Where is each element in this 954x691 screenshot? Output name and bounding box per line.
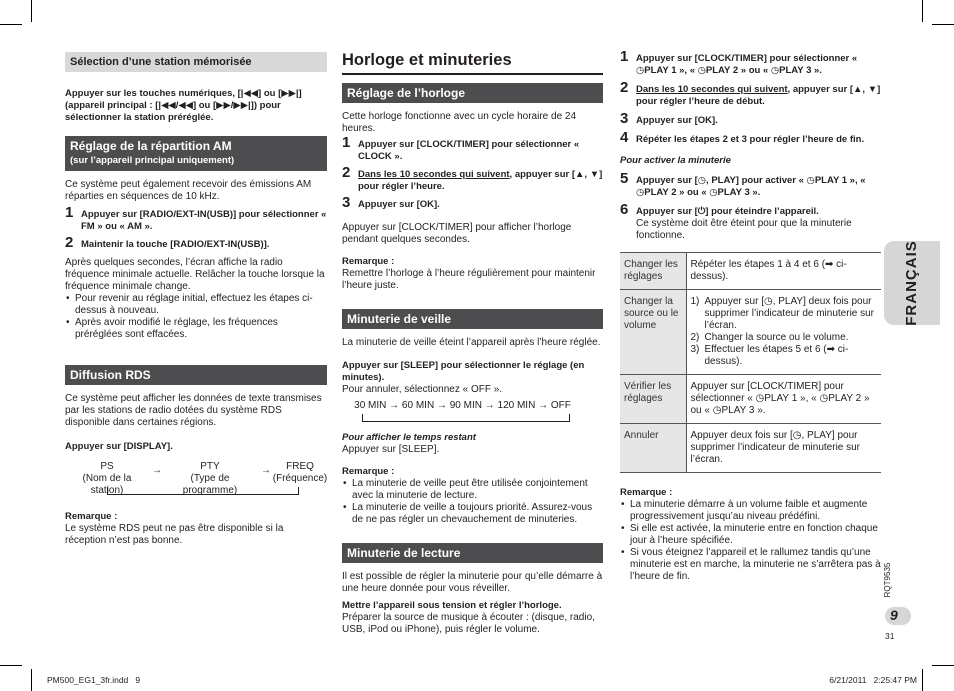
table-row bbox=[620, 424, 881, 473]
crop-mark bbox=[922, 0, 923, 22]
section-title-am: Réglage de la répartition AM bbox=[70, 139, 232, 153]
sleep-remaining-text: Appuyer sur [SLEEP]. bbox=[342, 444, 440, 455]
clock-note-text: Remettre l’horloge à l’heure régulièrement pour maintenir l’heure juste. bbox=[342, 268, 596, 291]
step-number: 1 bbox=[65, 204, 74, 221]
section-title-play: Minuterie de lecture bbox=[342, 543, 603, 563]
page-number-badge bbox=[885, 607, 911, 625]
page-number-small: 31 bbox=[885, 631, 895, 641]
section-title-rds: Diffusion RDS bbox=[65, 365, 327, 385]
step-number: 1 bbox=[342, 134, 351, 151]
play-step-2: 2 Dans les 10 secondes qui suivent, appuyer sur [▲, ▼] pour régler l’heure de début. bbox=[620, 79, 881, 107]
step-number: 3 bbox=[620, 110, 629, 127]
arrow-icon: → bbox=[152, 465, 162, 476]
list-item: • La minuterie de veille a toujours priorité. Assurez-vous de ne pas régler un chevauchement de minuteries. bbox=[342, 502, 603, 526]
table-row bbox=[620, 253, 881, 290]
sleep-sequence-text: 30 MIN → 60 MIN → 90 MIN → 120 MIN → OFF bbox=[354, 400, 571, 411]
crop-mark bbox=[0, 24, 22, 25]
numbered-list bbox=[691, 296, 878, 368]
table-key: Vérifier les réglages bbox=[620, 375, 686, 424]
clock-intro: Cette horloge fonctionne avec un cycle horaire de 24 heures. bbox=[342, 111, 577, 134]
crop-mark bbox=[932, 24, 954, 25]
clock-paragraph: Appuyer sur [CLOCK/TIMER] pour afficher l’horloge pendant quelques secondes. bbox=[342, 222, 572, 245]
am-paragraph: Après quelques secondes, l’écran affiche la radio fréquence minimale actuelle. Relâcher la touche lorsque la fréquence minimale change. bbox=[65, 257, 325, 292]
preset-instructions: Appuyer sur les touches numériques, [|◀◀] ou [▶▶|] (appareil principal : [|◀◀/◀◀] ou [▶▶/▶▶|]) pour sélectionner la station préréglée. bbox=[65, 88, 302, 123]
crop-mark bbox=[922, 669, 923, 691]
table-value: Appuyer sur [CLOCK/TIMER] pour sélectionner « ◷PLAY 1 », « ◷PLAY 2 » ou « ◷PLAY 3 ». bbox=[686, 375, 881, 424]
step-number: 4 bbox=[620, 129, 629, 146]
step-number: 6 bbox=[620, 201, 629, 218]
table-key: Changer les réglages bbox=[620, 253, 686, 290]
rds-press: Appuyer sur [DISPLAY]. bbox=[65, 441, 173, 452]
clock-step-1: 1 Appuyer sur [CLOCK/TIMER] pour sélectionner « CLOCK ». bbox=[342, 134, 580, 162]
play-step-4: 4 Répéter les étapes 2 et 3 pour régler l’heure de fin. bbox=[620, 129, 865, 146]
table-value: Appuyer deux fois sur [◷, PLAY] pour supprimer l’indicateur de minuterie sur l’écran. bbox=[686, 424, 881, 473]
sleep-sequence bbox=[342, 400, 603, 424]
column-middle bbox=[342, 50, 603, 636]
am-bullets bbox=[65, 293, 327, 341]
list-item: • Si vous éteignez l’appareil et le rallumez tandis qu’une minuterie est en marche, la minuterie ne s’arrêtera pas à l’heure de fin. bbox=[620, 547, 881, 583]
document-code: RQT9535 bbox=[883, 562, 892, 598]
timer-bullets bbox=[620, 499, 881, 583]
rds-freq: FREQ (Fréquence) bbox=[272, 461, 328, 484]
sleep-instruction: Appuyer sur [SLEEP] pour sélectionner le réglage (en minutes). bbox=[342, 360, 585, 383]
step6-text: Ce système doit être éteint pour que la minuterie fonctionne. bbox=[636, 218, 852, 241]
table-row bbox=[620, 290, 881, 375]
list-item: 3) Effectuer les étapes 5 et 6 (➡ ci-dessus). bbox=[690, 344, 849, 367]
step-number: 3 bbox=[342, 194, 351, 211]
list-item: • Pour revenir au réglage initial, effectuez les étapes ci-dessus à nouveau. bbox=[65, 293, 327, 317]
table-value bbox=[686, 290, 881, 375]
section-subtitle-am: (sur l’appareil principal uniquement) bbox=[70, 155, 235, 166]
step-number: 2 bbox=[342, 164, 351, 181]
table-key: Annuler bbox=[620, 424, 686, 473]
play-step-1: 1 Appuyer sur [CLOCK/TIMER] pour sélectionner « ◷PLAY 1 », « ◷PLAY 2 » ou « ◷PLAY 3 ». bbox=[620, 48, 858, 76]
clock-step-2: 2 Dans les 10 secondes qui suivent, appuyer sur [▲, ▼] pour régler l’heure. bbox=[342, 164, 603, 192]
document-code-wrap bbox=[881, 558, 895, 602]
section-title-preset: Sélection d’une station mémorisée bbox=[65, 52, 327, 72]
sleep-return-line bbox=[362, 414, 570, 422]
rds-note-label: Remarque : bbox=[65, 511, 118, 522]
step-number: 1 bbox=[620, 48, 629, 65]
table-row bbox=[620, 375, 881, 424]
rds-diagram bbox=[65, 461, 327, 509]
play-text: Préparer la source de musique à écouter : (disque, radio, USB, iPod ou iPhone), puis régler le volume. bbox=[342, 612, 595, 635]
list-item: 2) Changer la source ou le volume. bbox=[690, 332, 849, 343]
list-item: • Si elle est activée, la minuterie entre en fonction chaque jour à l’heure spécifiée. bbox=[620, 523, 881, 547]
rds-pty: PTY (Type de programme) bbox=[182, 461, 238, 496]
footer-filename: PM500_EG1_3fr.indd 9 bbox=[47, 675, 141, 685]
step-number: 2 bbox=[65, 234, 74, 251]
play-instruction: Mettre l’appareil sous tension et régler l’horloge. bbox=[342, 600, 562, 611]
am-step-1: 1 Appuyer sur [RADIO/EXT-IN(USB)] pour sélectionner « FM » ou « AM ». bbox=[65, 204, 327, 232]
sleep-note-label: Remarque : bbox=[342, 466, 395, 477]
crop-mark bbox=[31, 669, 32, 691]
timer-note-label: Remarque : bbox=[620, 487, 673, 498]
section-header-am bbox=[65, 136, 327, 171]
table-value: Répéter les étapes 1 à 4 et 6 (➡ ci-dessus). bbox=[686, 253, 881, 290]
list-item: • Après avoir modifié le réglage, les fréquences préréglées sont effacées. bbox=[65, 317, 327, 341]
rds-ps: PS (Nom de la station) bbox=[82, 461, 132, 496]
crop-mark bbox=[31, 0, 32, 22]
footer-datetime: 6/21/2011 2:25:47 PM bbox=[829, 675, 917, 685]
list-item: • La minuterie de veille peut être utilisée conjointement avec la minuterie de lecture. bbox=[342, 478, 603, 502]
arrow-icon: → bbox=[261, 465, 271, 476]
play-intro: Il est possible de régler la minuterie pour qu’elle démarre à une heure donnée pour vous réveiller. bbox=[342, 571, 603, 594]
page-title: Horloge et minuteries bbox=[342, 50, 603, 75]
play-step-3: 3 Appuyer sur [OK]. bbox=[620, 110, 718, 127]
column-right bbox=[620, 48, 881, 583]
rds-return-line bbox=[107, 487, 299, 495]
sleep-bullets bbox=[342, 478, 603, 526]
crop-mark bbox=[0, 665, 22, 666]
sleep-remaining-title: Pour afficher le temps restant bbox=[342, 432, 476, 443]
rds-note-text: Le système RDS peut ne pas être disponible si la réception n’est pas bonne. bbox=[65, 523, 284, 546]
list-item: 1) Appuyer sur [◷, PLAY] deux fois pour supprimer l’indicateur de minuterie sur l’écran. bbox=[690, 296, 875, 331]
column-left bbox=[65, 52, 327, 547]
list-item: • La minuterie démarre à un volume faible et augmente progressivement jusqu’au niveau prédéfini. bbox=[620, 499, 881, 523]
sleep-intro: La minuterie de veille éteint l’appareil après l’heure réglée. bbox=[342, 337, 601, 348]
language-label: FRANÇAIS bbox=[903, 240, 920, 326]
section-title-sleep: Minuterie de veille bbox=[342, 309, 603, 329]
rds-intro: Ce système peut afficher les données de texte transmises par les stations de radio dotées du système RDS disponible dans certaines régions. bbox=[65, 393, 322, 428]
clock-step-3: 3 Appuyer sur [OK]. bbox=[342, 194, 440, 211]
table-key: Changer la source ou le volume bbox=[620, 290, 686, 375]
play-step-6: 6 Appuyer sur [⏻] pour éteindre l’appareil. bbox=[620, 201, 819, 218]
crop-mark bbox=[932, 665, 954, 666]
play-step-5: 5 Appuyer sur [◷, PLAY] pour activer « ◷PLAY 1 », « ◷PLAY 2 » ou « ◷PLAY 3 ». bbox=[620, 170, 866, 198]
clock-note-label: Remarque : bbox=[342, 256, 395, 267]
language-tab bbox=[884, 241, 940, 325]
step-number: 2 bbox=[620, 79, 629, 96]
am-intro: Ce système peut également recevoir des émissions AM réparties en séquences de 10 kHz. bbox=[65, 179, 312, 202]
activate-title: Pour activer la minuterie bbox=[620, 155, 731, 166]
page-number: 9 bbox=[890, 607, 898, 623]
timer-table bbox=[620, 252, 881, 473]
am-step-2: 2 Maintenir la touche [RADIO/EXT-IN(USB)]. bbox=[65, 234, 270, 251]
section-title-clock: Réglage de l’horloge bbox=[342, 83, 603, 103]
step-number: 5 bbox=[620, 170, 629, 187]
sleep-cancel: Pour annuler, sélectionnez « OFF ». bbox=[342, 384, 503, 395]
